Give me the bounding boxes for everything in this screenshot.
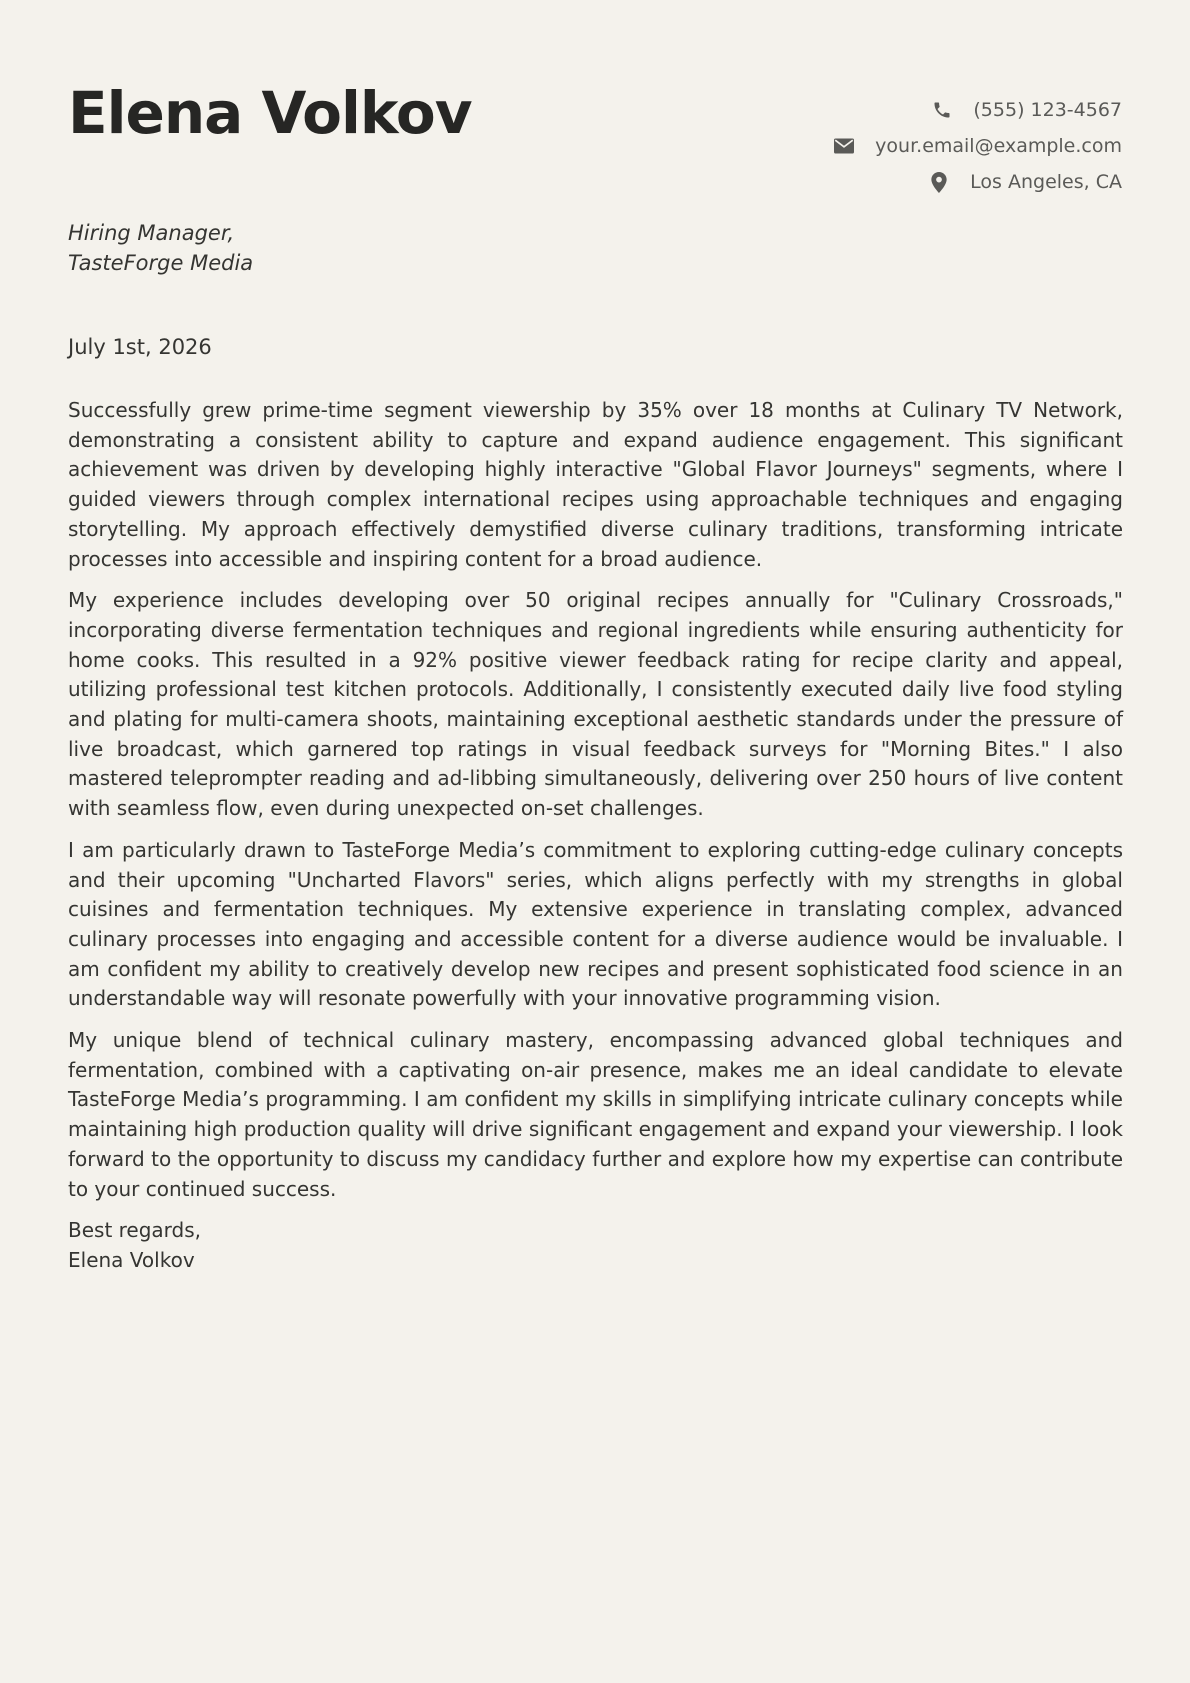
phone-text: (555) 123-4567 [973, 99, 1122, 121]
map-pin-icon [928, 171, 950, 193]
applicant-name: Elena Volkov [68, 79, 472, 147]
contact-block [833, 92, 1122, 200]
letter-body [68, 396, 1123, 1276]
letter-date: July 1st, 2026 [68, 335, 212, 359]
closing-block [68, 1216, 1123, 1275]
phone-icon [931, 99, 953, 121]
closing-signature: Elena Volkov [68, 1247, 195, 1272]
body-paragraph: My unique blend of technical culinary mastery, encompassing advanced global techniques and fermentation, combined with a captivating on-air presence, makes me an ideal candidate to elevate TasteForge Media’s programming. I am confident my skills in simplifying intricate culinary concepts while maintaining high production quality will drive significant engagement and expand your viewership. I look forward to the opportunity to discuss my candidacy further and explore how my expertise can contribute to your continued success. [68, 1028, 1123, 1201]
recipient-title: Hiring Manager, [68, 221, 235, 245]
body-paragraph: Successfully grew prime-time segment viewership by 35% over 18 months at Culinary TV Network, demonstrating a consistent ability to capture and expand audience engagement. This significant achievement was driven by developing highly interactive "Global Flavor Journeys" segments, where I guided viewers through complex international recipes using approachable techniques and engaging storytelling. My approach effectively demystified diverse culinary traditions, transforming intricate processes into accessible and inspiring content for a broad audience. [68, 398, 1123, 571]
body-paragraph: I am particularly drawn to TasteForge Media’s commitment to exploring cutting-edge culinary concepts and their upcoming "Uncharted Flavors" series, which aligns perfectly with my strengths in global cuisines and fermentation techniques. My extensive experience in translating complex, advanced culinary processes into engaging and accessible content for a diverse audience would be invaluable. I am confident my ability to creatively develop new recipes and present sophisticated food science in an understandable way will resonate powerfully with your innovative programming vision. [68, 837, 1123, 1011]
envelope-icon [833, 135, 855, 157]
contact-location [833, 164, 1122, 200]
recipient-company: TasteForge Media [68, 251, 254, 275]
closing-salutation: Best regards, [68, 1218, 202, 1243]
recipient-block [68, 218, 253, 278]
body-paragraph: My experience includes developing over 50 original recipes annually for "Culinary Crossroads," incorporating diverse fermentation techniques and regional ingredients while ensuring authenticity for home cooks. This resulted in a 92% positive viewer feedback rating for recipe clarity and appeal, utilizing professional test kitchen protocols. Additionally, I consistently executed daily live food styling and plating for multi-camera shoots, maintaining exceptional aesthetic standards under the pressure of live broadcast, which garnered top ratings in visual feedback surveys for "Morning Bites." I also mastered teleprompter reading and ad-libbing simultaneously, delivering over 250 hours of live content with seamless flow, even during unexpected on-set challenges. [68, 588, 1123, 821]
location-text: Los Angeles, CA [970, 171, 1122, 193]
email-text: your.email@example.com [875, 135, 1122, 157]
contact-email [833, 128, 1122, 164]
contact-phone [833, 92, 1122, 128]
